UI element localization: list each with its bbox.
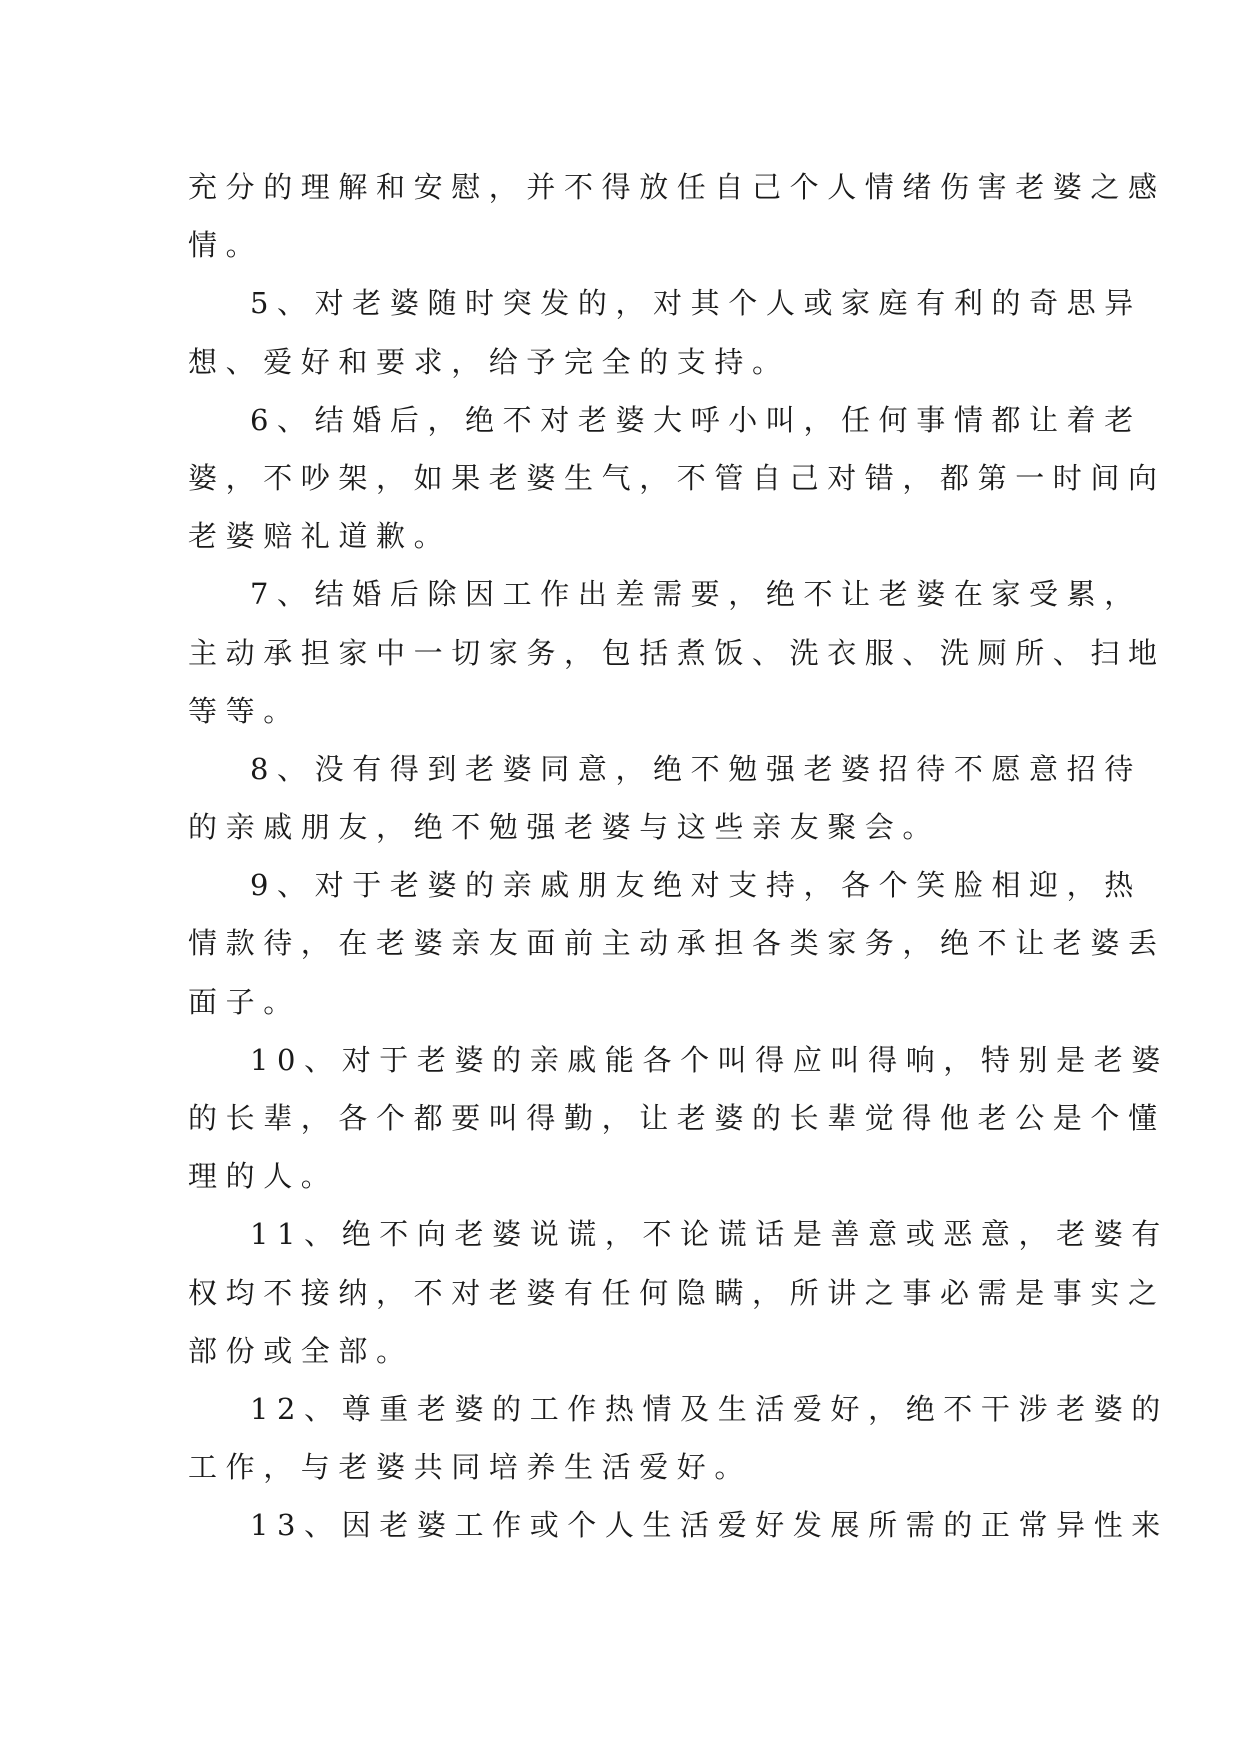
text-line: 11、绝不向老婆说谎，不论谎话是善意或恶意，老婆有 [250,1217,1169,1252]
text-line: 10、对于老婆的亲戚能各个叫得应叫得响，特别是老婆 [250,1042,1169,1077]
paragraph-item-7 [188,565,1166,740]
text-line: 12、尊重老婆的工作热情及生活爱好，绝不干涉老婆的 [250,1391,1169,1426]
paragraph-item-11 [188,1205,1169,1380]
paragraph-item-13 [188,1496,1169,1554]
text-line: 工作，与老婆共同培养生活爱好。 [188,1450,753,1485]
text-line: 权均不接纳，不对老婆有任何隐瞒，所讲之事必需是事实之 [188,1275,1166,1310]
text-line: 理的人。 [188,1159,339,1194]
paragraph-1 [188,158,1166,274]
paragraph-item-8 [188,740,1142,856]
text-line: 想、爱好和要求，给予完全的支持。 [188,344,790,379]
text-line: 主动承担家中一切家务，包括煮饭、洗衣服、洗厕所、扫地 [188,635,1166,670]
text-line: 的长辈，各个都要叫得勤，让老婆的长辈觉得他老公是个懂 [188,1101,1166,1135]
text-line: 7、结婚后除因工作出差需要，绝不让老婆在家受累， [250,577,1142,612]
text-line: 6、结婚后，绝不对老婆大呼小叫，任何事情都让着老 [250,402,1142,437]
text-line: 充分的理解和安慰，并不得放任自己个人情绪伤害老婆之感 [188,170,1166,204]
text-line: 9、对于老婆的亲戚朋友绝对支持，各个笑脸相迎，热 [250,868,1142,903]
text-line: 部份或全部。 [188,1333,414,1368]
text-line: 5、对老婆随时突发的，对其个人或家庭有利的奇思异 [250,286,1142,321]
text-line: 的亲戚朋友，绝不勉强老婆与这些亲友聚会。 [188,810,941,845]
text-line: 情。 [188,228,264,263]
paragraph-item-9 [188,856,1166,1031]
text-line: 面子。 [188,984,301,1019]
paragraph-item-5 [188,274,1142,390]
text-line: 婆，不吵架，如果老婆生气，不管自己对错，都第一时间向 [188,460,1166,495]
text-line: 老婆赔礼道歉。 [188,519,452,554]
text-line: 8、没有得到老婆同意，绝不勉强老婆招待不愿意招待 [250,751,1142,786]
document-body [188,158,1169,1555]
paragraph-item-12 [188,1380,1169,1496]
text-line: 13、因老婆工作或个人生活爱好发展所需的正常异性来 [250,1508,1169,1543]
paragraph-item-6 [188,391,1166,566]
paragraph-item-10 [188,1031,1169,1206]
text-line: 等等。 [188,693,301,728]
text-line: 情款待，在老婆亲友面前主动承担各类家务，绝不让老婆丢 [188,926,1166,961]
